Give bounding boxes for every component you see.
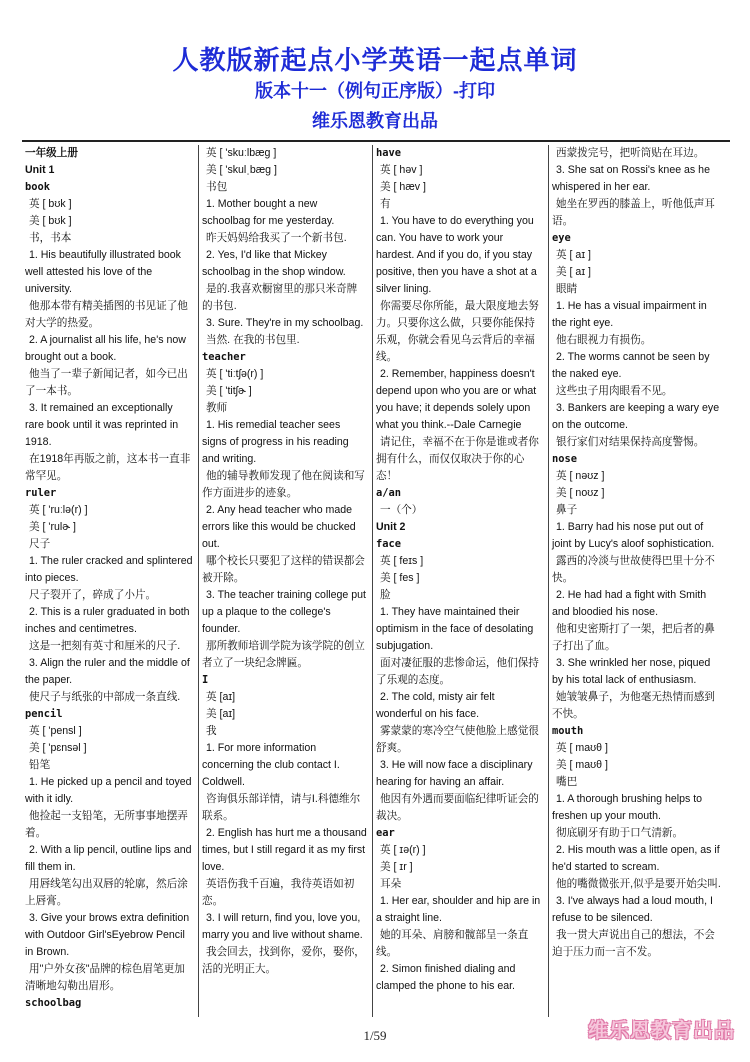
entry-line: 英 [ 'ruːlə(r) ] [29,504,88,516]
entry-line: 3. I've always had a loud mouth, I refuse to be silenced. [552,895,713,924]
entry-line: 3. It remained an exceptionally rare book until it was reprinted in 1918. [25,402,179,448]
watermark-logo: 维乐恩教育出品 [588,1020,735,1042]
entry-line: 3. She sat on Rossi's knee as he whispered in her ear. [552,164,710,193]
entry-line: 2. The worms cannot be seen by the naked eye. [552,351,710,380]
entry-line: 2. English has hurt me a thousand times, but I still regard it as my first love. [202,827,367,873]
entry-word: have [376,147,402,159]
entry-line: 英 [ nəʊz ] [556,470,605,482]
entry-line: 3. The teacher training college put up a plaque to the college's founder. [202,589,366,635]
entry-word: teacher [202,351,246,363]
entry-line: 铅笔 [29,759,51,771]
entry-line: 2. Remember, happiness doesn't depend upon who you are or what you have; it depends solely upon what you think.--Dale Carnegie [376,368,537,431]
entry-line: 彻底刷牙有助于口气清新。 [556,827,684,839]
entry-line: 2. He had had a fight with Smith and bloodied his nose. [552,589,707,618]
entry-line: 英 [ ɪə(r) ] [380,844,426,856]
entry-line: 用唇线笔勾出双唇的轮廓，然后涂上唇膏。 [25,878,188,907]
entry-line: 我一贯大声说出自己的想法，不会迫于压力而一言不发。 [552,929,715,958]
entry-line: 书，书本 [29,232,72,244]
entry-line: 这是一把刻有英寸和厘米的尺子. [29,640,181,652]
entry-line: 眼睛 [556,283,578,295]
document-title: 人教版新起点小学英语一起点单词 [172,45,578,75]
entry-line: 2. His mouth was a little open, as if he'd started to scream. [552,844,720,873]
entry-line: 美 [aɪ] [206,708,236,720]
entry-line: 她坐在罗西的膝盖上，听他低声耳语。 [552,198,715,227]
entry-line: 雾蒙蒙的寒冷空气使他脸上感觉很舒爽。 [376,725,539,754]
entry-line: 1. A thorough brushing helps to freshen up your mouth. [552,793,703,822]
entry-line: 2. This is a ruler graduated in both inches and centimetres. [25,606,190,635]
entry-word: eye [552,232,571,244]
entry-line: 他的辅导教师发现了他在阅读和写作方面进步的迹象。 [202,470,365,499]
entry-line: 3. She wrinkled her nose, piqued by his total lack of enthusiasm. [552,657,711,686]
page-number: 1/59 [363,1028,387,1043]
entry-line: 他当了一辈子新闻记者，如今已出了一本书。 [25,368,188,397]
entry-line: 她的耳朵、肩膀和髋部呈一条直线。 [376,929,529,958]
entry-line: 那所教师培训学院为该学院的创立者立了一块纪念牌匾。 [202,640,365,669]
entry-line: 美 [ 'rulɚ ] [29,521,76,533]
entry-line: 1. The ruler cracked and splintered into pieces. [25,555,193,584]
entry-line: 美 [ fes ] [380,572,420,584]
entry-line: 1. He has a visual impairment in the right eye. [552,300,707,329]
unit-heading: Unit 2 [376,521,406,533]
entry-line: 有 [380,198,391,210]
entry-line: 尺子裂开了，碎成了小片。 [29,589,157,601]
entry-line: 西蒙拨完号，把听筒贴在耳边。 [556,147,705,159]
entry-line: 英 [ həv ] [380,164,423,176]
entry-line: 哪个校长只要犯了这样的错误都会被开除。 [202,555,365,584]
entry-line: 你需要尽你所能，最大限度地去努力。只要你这么做，只要你能保持乐观，你就会看见乌云背后的幸福线。 [376,300,539,363]
text-column-1 [22,145,196,1017]
entry-line: 是的.我喜欢橱窗里的那只米奇牌的书包. [202,283,358,312]
entry-line: 1. They have maintained their optimism in the face of desolating subjugation. [376,606,534,652]
entry-line: 他的嘴微微张开,似乎是要开始尖叫. [556,878,721,890]
entry-line: 用"户外女孩"品牌的棕色眉笔更加清晰地勾勒出眉形。 [25,963,185,992]
entry-line: 3. Align the ruler and the middle of the paper. [25,657,190,686]
entry-line: 脸 [380,589,391,601]
entry-line: 1. His remedial teacher sees signs of progress in his reading and writing. [202,419,349,465]
entry-line: 2. A journalist all his life, he's now brought out a book. [25,334,186,363]
entry-word: schoolbag [25,997,82,1009]
entry-line: 我会回去，找到你，爱你，娶你，活的光明正大。 [202,946,365,975]
entry-line: 他那本带有精美插图的书见证了他对大学的热爱。 [25,300,188,329]
entry-line: 2. Yes, I'd like that Mickey schoolbag in the shop window. [202,249,346,278]
entry-line: 教师 [206,402,228,414]
entry-line: 2. Simon finished dialing and clamped the phone to his ear. [376,963,516,992]
entry-line: 他因有外遇而要面临纪律听证会的裁决。 [376,793,539,822]
entry-line: 英 [ bʊk ] [29,198,72,210]
entry-line: 3. Bankers are keeping a wary eye on the outcome. [552,402,720,431]
text-column-2 [198,145,370,1017]
entry-line: 她皱皱鼻子，为他毫无热情而感到不快。 [552,691,715,720]
entry-line: 美 [ maʊθ ] [556,759,608,771]
entry-line: 英 [ aɪ ] [556,249,591,261]
entry-line: 英 [ 'tiːtʃə(r) ] [206,368,264,380]
entry-line: 1. Her ear, shoulder and hip are in a straight line. [376,895,541,924]
entry-line: 美 [ hæv ] [380,181,426,193]
header-divider [22,140,730,142]
entry-line: 英 [ 'skuːlbæg ] [206,147,277,159]
entry-line: 这些虫子用肉眼看不见。 [556,385,673,397]
entry-line: 他捡起一支铅笔，无所事事地摆弄着。 [25,810,188,839]
entry-word: ear [376,827,395,839]
entry-word: mouth [552,725,584,737]
text-column-3 [372,145,546,1017]
text-column-4 [548,145,724,1017]
entry-line: 美 [ ɪr ] [380,861,413,873]
entry-line: 美 [ noʊz ] [556,487,605,499]
entry-line: 当然. 在我的书包里. [206,334,300,346]
entry-line: 英 [aɪ] [206,691,236,703]
entry-line: 面对凄征服的悲惨命运，他们保持了乐观的态度。 [376,657,539,686]
entry-word: nose [552,453,578,465]
publisher-line: 维乐恩教育出品 [312,111,438,131]
entry-line: 美 [ 'pɛnsəl ] [29,742,87,754]
entry-word: ruler [25,487,57,499]
entry-line: 在1918年再版之前，这本书一直非常罕见。 [25,453,191,482]
entry-word: I [202,674,209,686]
entry-line: 美 [ aɪ ] [556,266,591,278]
entry-line: 露西的冷淡与世故使得巴里十分不快。 [552,555,715,584]
entry-line: 1. His beautifully illustrated book well attested his love of the university. [25,249,181,295]
entry-line: 一（个） [380,504,423,516]
document-subtitle: 版本十一（例句正序版）-打印 [255,81,495,101]
entry-word: book [25,181,51,193]
entry-line: 银行家们对结果保持高度警惕。 [556,436,705,448]
entry-line: 1. Mother bought a new schoolbag for me yesterday. [202,198,335,227]
grade-heading: 一年级上册 [25,147,78,159]
entry-line: 使尺子与纸张的中部成一条直线. [29,691,181,703]
entry-line: 3. I will return, find you, love you, marry you and live without shame. [202,912,363,941]
entry-line: 2. With a lip pencil, outline lips and fill them in. [25,844,192,873]
entry-line: 他右眼视力有损伤。 [556,334,652,346]
entry-word: a/an [376,487,402,499]
entry-line: 鼻子 [556,504,578,516]
entry-line: 1. You have to do everything you can. You have to work your hardest. And if you do, if you stay positive, then you have a shot at a silver lining. [376,215,537,295]
entry-line: 2. Any head teacher who made errors like this would be chucked out. [202,504,356,550]
entry-line: 2. The cold, misty air felt wonderful on his face. [376,691,495,720]
entry-line: 英 [ 'pensl ] [29,725,82,737]
entry-word: pencil [25,708,63,720]
entry-line: 3. Give your brows extra definition with Outdoor Girl'sEyebrow Pencil in Brown. [25,912,190,958]
entry-word: face [376,538,402,550]
entry-line: 英语伤我千百遍，我待英语如初恋。 [202,878,355,907]
entry-line: 1. For more information concerning the club contact I. Coldwell. [202,742,340,788]
entry-line: 3. Sure. They're in my schoolbag. [206,317,364,329]
unit-heading: Unit 1 [25,164,55,176]
entry-line: 英 [ maʊθ ] [556,742,608,754]
entry-line: 嘴巴 [556,776,578,788]
entry-line: 咨询俱乐部详情，请与I.科德维尔联系。 [202,793,361,822]
entry-line: 英 [ feɪs ] [380,555,424,567]
entry-line: 美 [ 'titʃɚ ] [206,385,252,397]
entry-line: 书包 [206,181,228,193]
entry-line: 美 [ bʊk ] [29,215,72,227]
entry-line: 1. Barry had his nose put out of joint by Lucy's aloof sophistication. [552,521,715,550]
entry-line: 美 [ 'skulˌbæg ] [206,164,277,176]
entry-line: 我 [206,725,217,737]
entry-line: 请记住，幸福不在于你是谁或者你拥有什么，而仅仅取决于你的心态！ [376,436,539,482]
entry-line: 耳朵 [380,878,402,890]
entry-line: 尺子 [29,538,51,550]
entry-line: 他和史密斯打了一架，把后者的鼻子打出了血。 [552,623,715,652]
entry-line: 3. He will now face a disciplinary hearing for having an affair. [376,759,533,788]
entry-line: 昨天妈妈给我买了一个新书包. [206,232,347,244]
entry-line: 1. He picked up a pencil and toyed with it idly. [25,776,192,805]
